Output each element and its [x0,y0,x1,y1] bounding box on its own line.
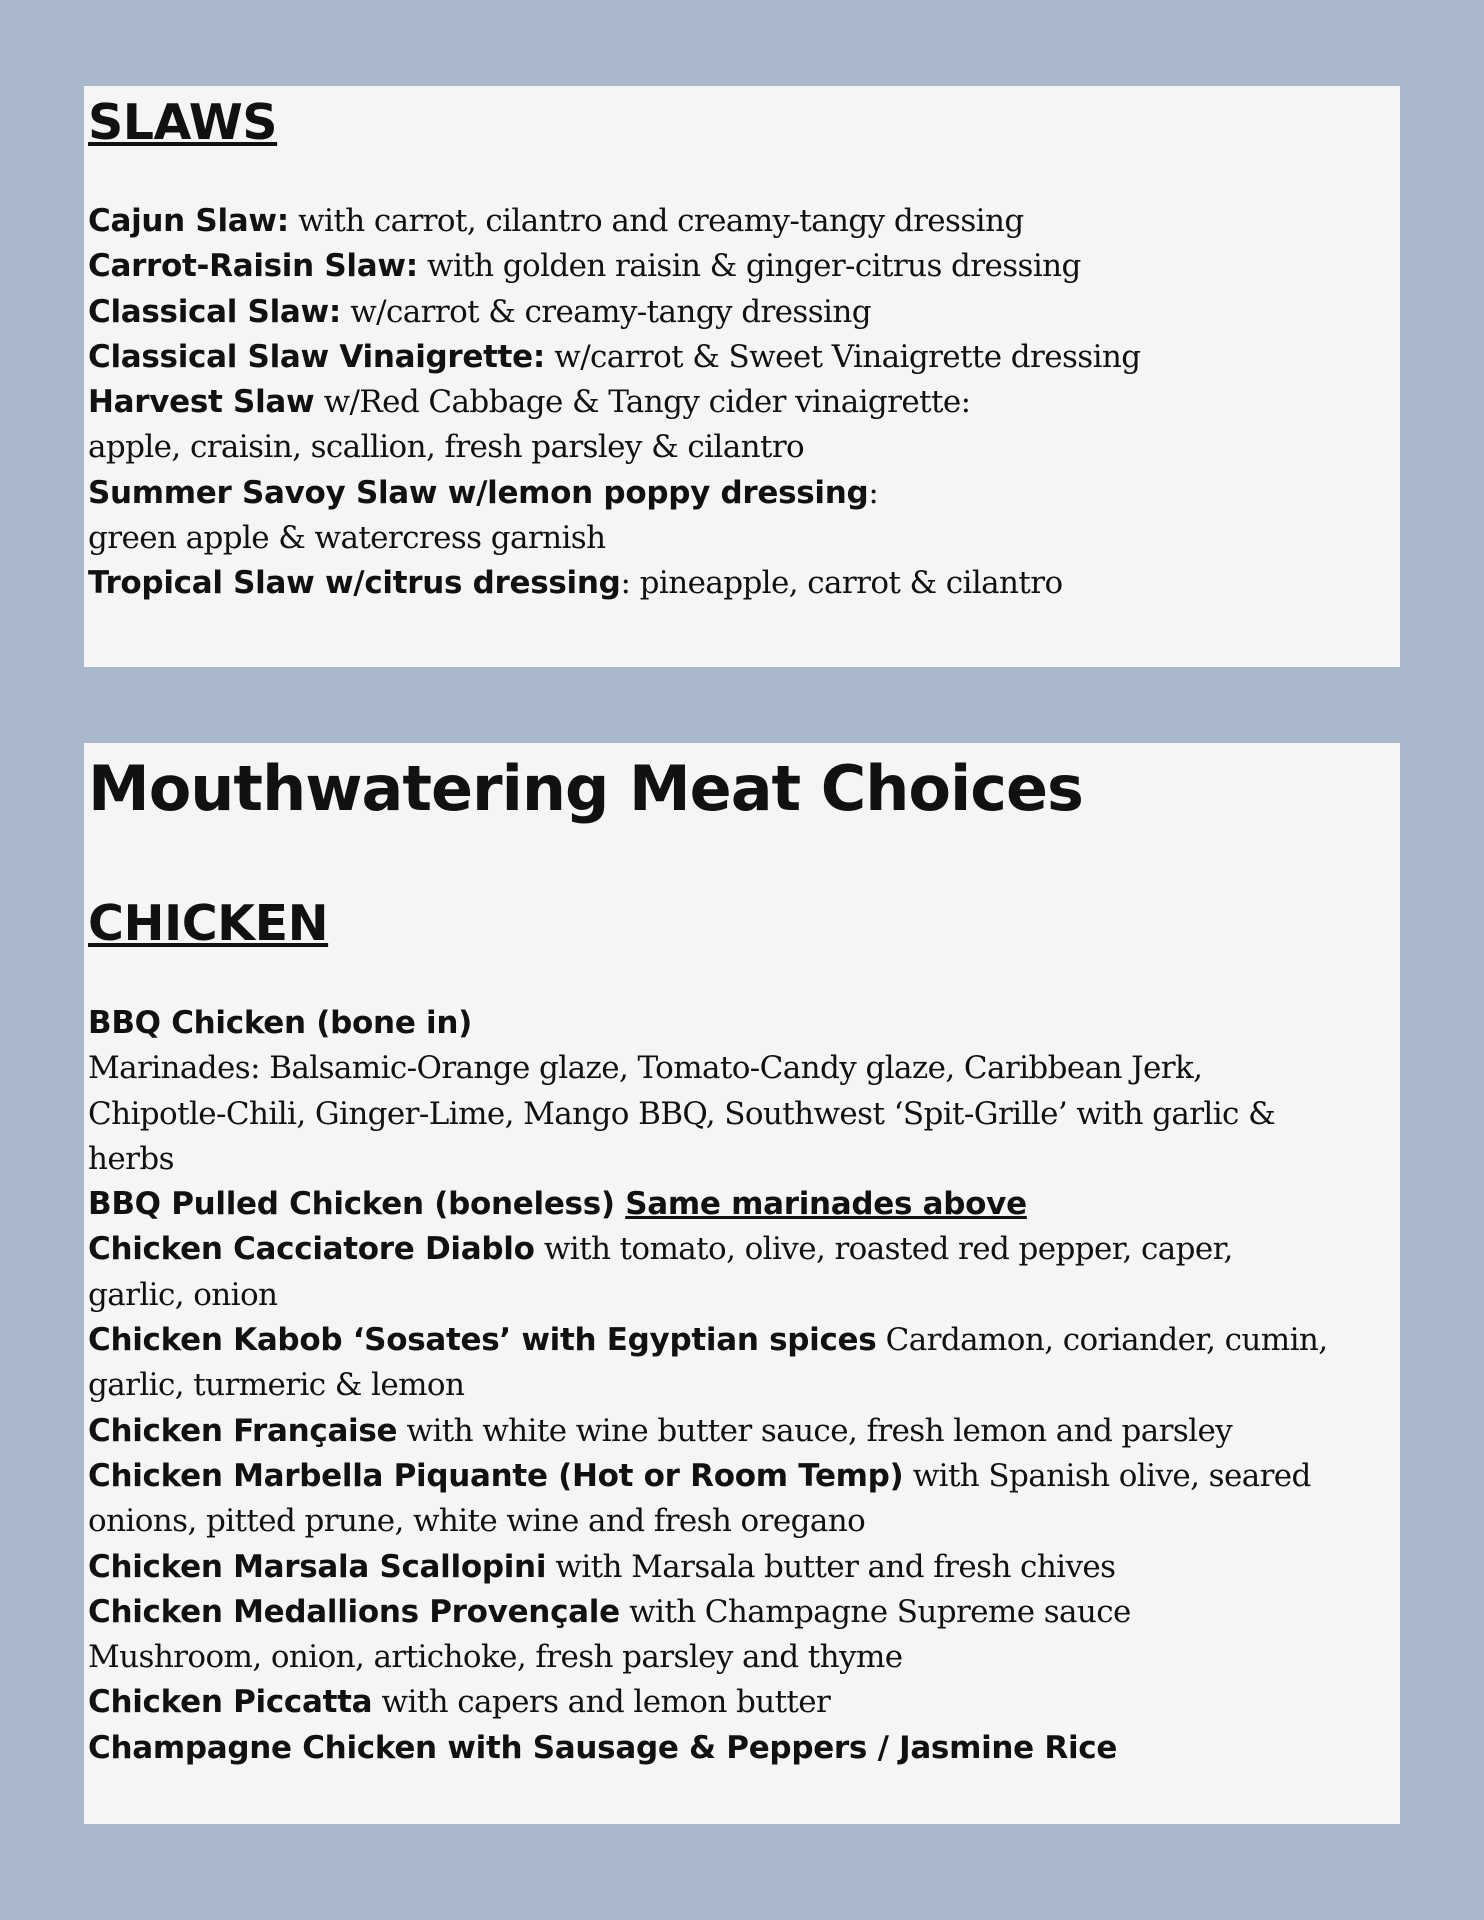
list-item: Chicken Marsala Scallopini with Marsala butter and fresh chives [88,1548,1116,1585]
list-item: Cajun Slaw: with carrot, cilantro and creamy-tangy dressing [88,203,1024,239]
list-item: Chicken Française with white wine butter sauce, fresh lemon and parsley [88,1412,1233,1449]
list-item-text: Mushroom, onion, artichoke, fresh parsley and thyme [88,1639,903,1676]
list-item-text: Chipotle-Chili, Ginger-Lime, Mango BBQ, Southwest ‘Spit-Grille’ with garlic & [88,1095,1276,1132]
list-item: BBQ Pulled Chicken (boneless) Same marinades above [88,1186,1027,1223]
list-item: Summer Savoy Slaw w/lemon poppy dressing: [88,474,879,511]
list-item: Tropical Slaw w/citrus dressing: pineapple, carrot & cilantro [88,565,1063,602]
list-item-text: garlic, onion [88,1276,278,1313]
slaws-list [88,199,1141,607]
meat-panel [84,743,1400,1824]
chicken-heading: CHICKEN [88,895,329,952]
list-item-text: garlic, turmeric & lemon [88,1367,465,1404]
list-item-text: Marinades: Balsamic-Orange glaze, Tomato-Candy glaze, Caribbean Jerk, [88,1050,1203,1087]
marinade-note: Same marinades above [625,1186,1027,1223]
list-item: Chicken Cacciatore Diablo with tomato, olive, roasted red pepper, caper, [88,1231,1233,1268]
page-title: Mouthwatering Meat Choices [88,752,1083,825]
list-item: Harvest Slaw w/Red Cabbage & Tangy cider vinaigrette: [88,384,971,421]
list-item: Chicken Piccatta with capers and lemon butter [88,1684,831,1721]
list-item: Classical Slaw: w/carrot & creamy-tangy dressing [88,293,871,330]
list-item: Champagne Chicken with Sausage & Peppers / Jasmine Rice [88,1729,1118,1766]
list-item: Chicken Marbella Piquante (Hot or Room Temp) with Spanish olive, seared [88,1457,1311,1494]
list-item-continuation: apple, craisin, scallion, fresh parsley & cilantro [88,429,805,466]
list-item-continuation: green apple & watercress garnish [88,520,606,557]
list-item: BBQ Chicken (bone in) [88,1005,473,1041]
slaws-heading: SLAWS [88,94,278,151]
list-item: Chicken Kabob ‘Sosates’ with Egyptian spices Cardamon, coriander, cumin, [88,1322,1328,1359]
list-item: Chicken Medallions Provençale with Champagne Supreme sauce [88,1593,1131,1630]
slaws-panel [84,86,1400,667]
list-item-text: herbs [88,1140,174,1177]
list-item-text: onions, pitted prune, white wine and fresh oregano [88,1503,866,1540]
list-item: Carrot-Raisin Slaw: with golden raisin & ginger-citrus dressing [88,248,1081,285]
chicken-list [88,1001,1328,1771]
list-item: Classical Slaw Vinaigrette: w/carrot & Sweet Vinaigrette dressing [88,338,1141,375]
